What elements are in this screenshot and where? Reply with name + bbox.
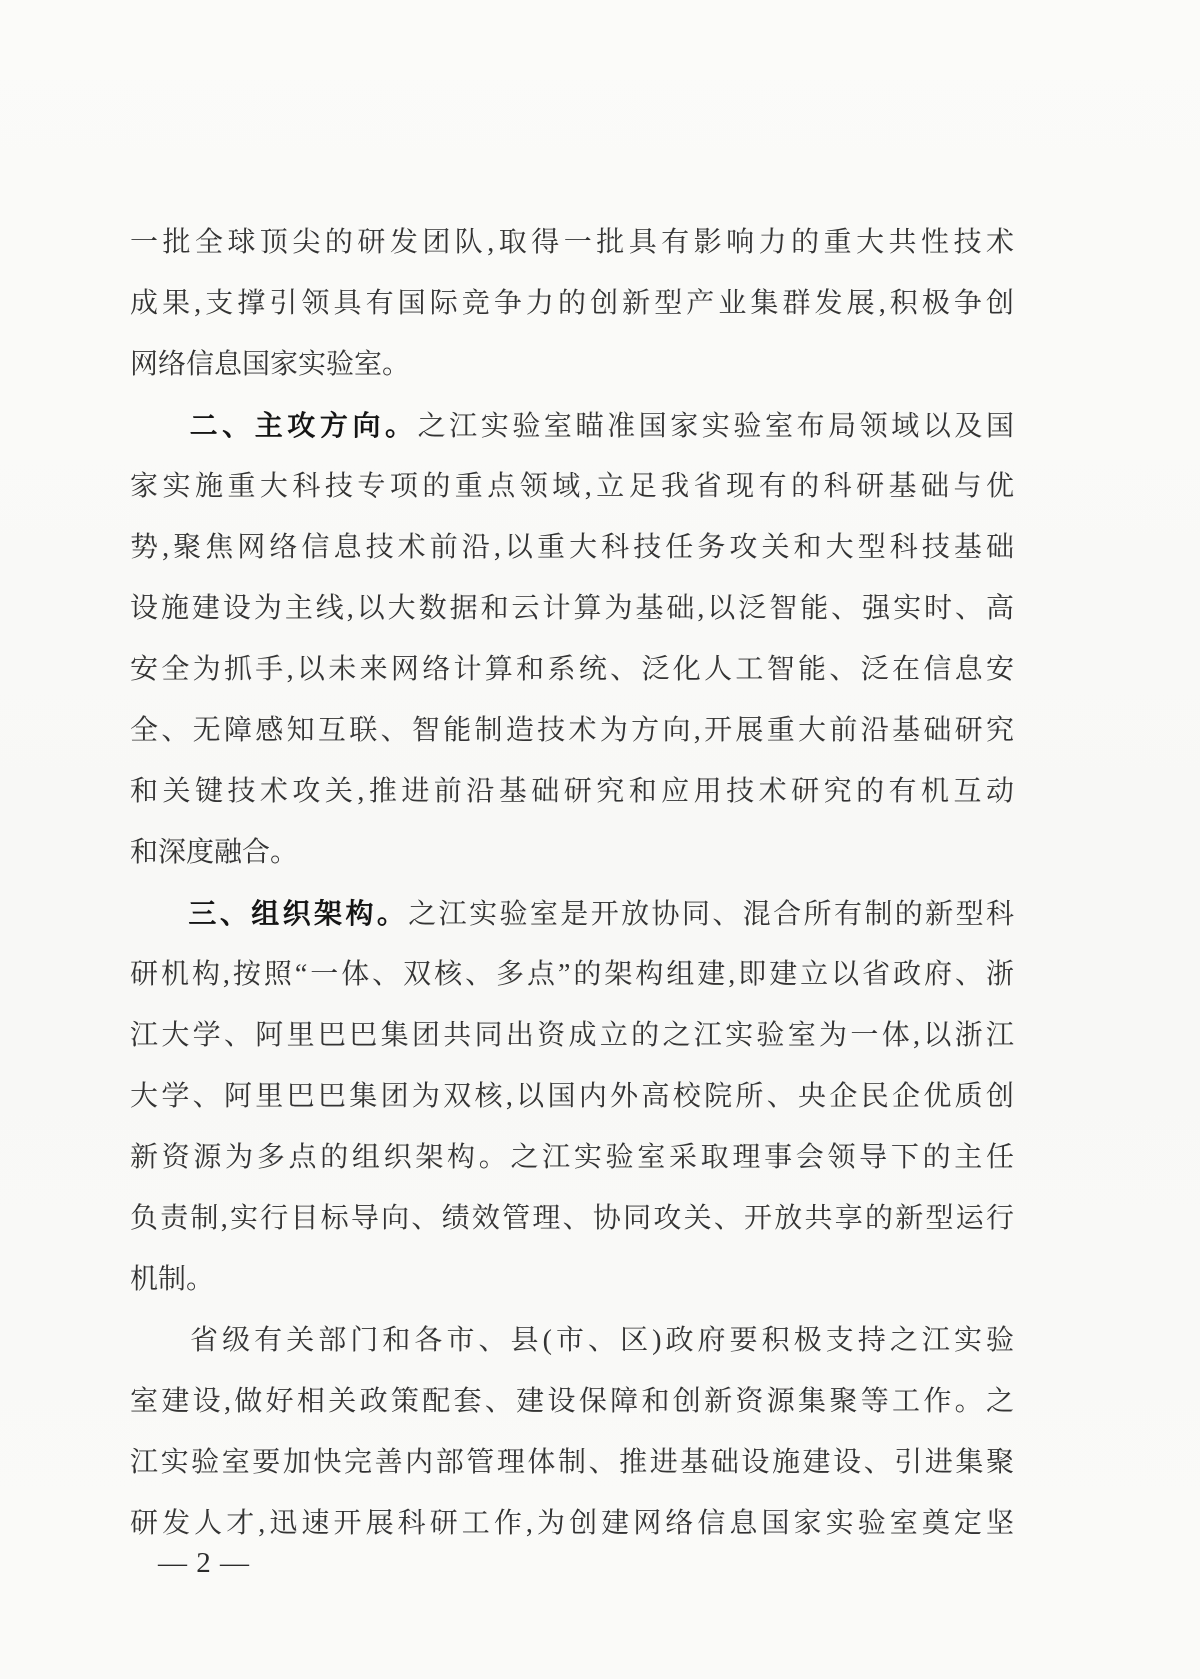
- text-line: [130, 883, 1014, 944]
- text-line: [130, 1310, 1014, 1371]
- text-line: 成果,支撑引领具有国际竞争力的创新型产业集群发展,积极争创: [130, 288, 1014, 319]
- text-line: 室建设,做好相关政策配套、建设保障和创新资源集聚等工作。之: [130, 1386, 1014, 1417]
- page-number: — 2 —: [158, 1547, 250, 1579]
- section-heading: 三、组织架构。: [186, 898, 409, 929]
- line-text: 之江实验室是开放协同、混合所有制的新型科: [408, 899, 1014, 930]
- text-line: 研发人才,迅速开展科研工作,为创建网络信息国家实验室奠定坚: [130, 1508, 1014, 1539]
- text-line: 安全为抓手,以未来网络计算和系统、泛化人工智能、泛在信息安: [130, 654, 1014, 685]
- text-line: 势,聚焦网络信息技术前沿,以重大科技任务攻关和大型科技基础: [130, 532, 1014, 563]
- document-body: [130, 212, 1014, 1554]
- line-text: 一批全球顶尖的研发团队,取得一批具有影响力的重大共性技术: [130, 227, 1014, 258]
- paragraph: [130, 212, 1014, 395]
- text-line: 设施建设为主线,以大数据和云计算为基础,以泛智能、强实时、高: [130, 593, 1014, 624]
- paragraph: [130, 1310, 1014, 1554]
- text-line: 和关键技术攻关,推进前沿基础研究和应用技术研究的有机互动: [130, 776, 1014, 807]
- section-heading: 二、主攻方向。: [186, 410, 418, 441]
- text-line: 负责制,实行目标导向、绩效管理、协同攻关、开放共享的新型运行: [130, 1203, 1014, 1234]
- text-line: [130, 212, 1014, 273]
- text-line: 大学、阿里巴巴集团为双核,以国内外高校院所、央企民企优质创: [130, 1081, 1014, 1112]
- text-line: 和深度融合。: [130, 837, 299, 868]
- paragraph: [130, 395, 1014, 883]
- line-text: 省级有关部门和各市、县(市、区)政府要积极支持之江实验: [186, 1325, 1014, 1356]
- line-text: 之江实验室瞄准国家实验室布局领域以及国: [417, 411, 1014, 442]
- text-line: 江实验室要加快完善内部管理体制、推进基础设施建设、引进集聚: [130, 1447, 1014, 1478]
- text-line: [130, 395, 1014, 456]
- paragraph: [130, 883, 1014, 1310]
- text-line: 江大学、阿里巴巴集团共同出资成立的之江实验室为一体,以浙江: [130, 1020, 1014, 1051]
- text-line: 网络信息国家实验室。: [130, 349, 411, 380]
- text-line: 家实施重大科技专项的重点领域,立足我省现有的科研基础与优: [130, 471, 1014, 502]
- text-line: 新资源为多点的组织架构。之江实验室采取理事会领导下的主任: [130, 1142, 1014, 1173]
- text-line: 机制。: [130, 1264, 215, 1295]
- text-line: 全、无障感知互联、智能制造技术为方向,开展重大前沿基础研究: [130, 715, 1014, 746]
- text-line: 研机构,按照“一体、双核、多点”的架构组建,即建立以省政府、浙: [130, 959, 1014, 990]
